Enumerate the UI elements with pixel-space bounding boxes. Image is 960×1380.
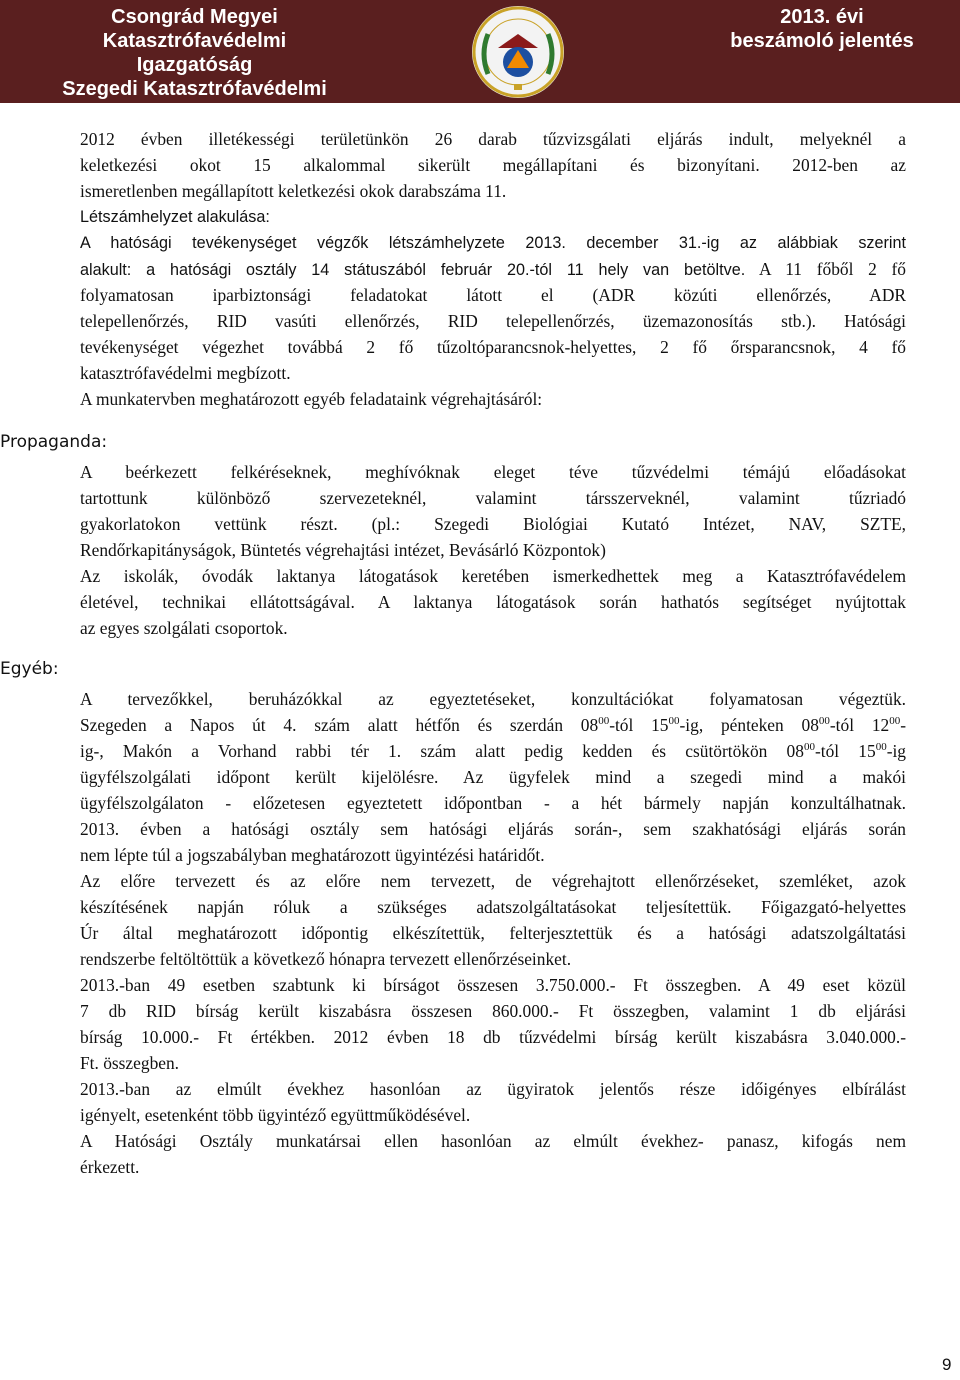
text-line: keletkezési okot 15 alkalommal sikerült megállapítani és bizonyítani. 2012-ben az — [80, 155, 906, 175]
text-line: Rendőrkapitányságok, Büntetés végrehajtási intézet, Bevásárló Központok) — [80, 540, 606, 560]
org-line: Kirendeltség — [133, 102, 256, 124]
superscript: 00 — [818, 715, 830, 727]
text-line: tevékenységet végezhet továbbá 2 fő tűzoltóparancsnok-helyettes, 2 fő őrsparancsnok, 4 fő — [80, 337, 906, 357]
text-line: ügyfélszolgálaton - előzetesen egyeztetett időpontban - a hét bármely napján konzultálhatnak. — [80, 793, 906, 813]
text-line: Ft. összegben. — [80, 1053, 180, 1073]
text-segment: Szegeden a Napos út 4. szám alatt hétfőn és szerdán 08 — [80, 715, 599, 735]
propaganda-paragraph — [80, 459, 906, 641]
text-line: tartottunk különböző szervezeteknél, valamint társszerveknél, valamint tűzriadó — [80, 488, 906, 508]
org-line: Szegedi Katasztrófavédelmi — [62, 78, 327, 100]
text-line: Az iskolák, óvodák laktanya látogatások keretében ismerkedhettek meg a Katasztrófavédelem — [80, 566, 906, 586]
text-segment: A hatósági tevékenységet végzők létszámhelyzete 2013. december 31. — [80, 234, 702, 252]
staff-heading: Létszámhelyzet alakulása: — [80, 208, 270, 226]
text-segment: A 11 főből 2 fő — [745, 259, 907, 279]
text-segment: -tól 15 — [814, 741, 876, 761]
text-line: 2012 évben illetékességi területünkön 26 darab tűzvizsgálati eljárás indult, melyeknél a — [80, 129, 906, 149]
text-line: érkezett. — [80, 1157, 140, 1177]
text-line: telepellenőrzés, RID vasúti ellenőrzés, RID telepellenőrzés, üzemazonosítás stb.). Hatósági — [80, 311, 906, 331]
text-line: Az előre tervezett és az előre nem tervezett, de végrehajtott ellenőrzéseket, szemléket, azok — [80, 871, 906, 891]
text-line: A Hatósági Osztály munkatársai ellen hasonlóan az elmúlt évekhez- panasz, kifogás nem — [80, 1131, 906, 1151]
office-hours-line — [80, 712, 906, 738]
text-line: A beérkezett felkéréseknek, meghívóknak eleget téve tűzvédelmi témájú előadásokat — [80, 462, 906, 482]
disaster-management-emblem-icon — [470, 4, 566, 100]
text-line: ismeretlenben megállapított keletkezési okok darabszáma 11. — [80, 181, 507, 201]
text-segment: alakult: a hatósági osztály 14 státuszából február 20.-tól 11 hely van betöltve. — [80, 261, 746, 279]
superscript: 00 — [875, 741, 887, 753]
text-line: 2013. évben a hatósági osztály sem hatósági eljárás során-, sem szakhatósági eljárás során — [80, 819, 906, 839]
superscript: 00 — [889, 715, 901, 727]
text-line — [80, 256, 906, 282]
text-line: nem lépte túl a jogszabályban meghatározott ügyintézési határidőt. — [80, 845, 545, 865]
text-line: Úr által meghatározott időpontig elkészítettük, felterjesztettük és a hatósági adatszolgáltatási — [80, 923, 906, 943]
text-segment: -tól 12 — [829, 715, 890, 735]
report-title — [722, 5, 922, 53]
text-line: életével, technikai ellátottságával. A laktanya látogatások során hathatós segítséget nyújtottak — [80, 592, 906, 612]
text-line: készítésének napján róluk a szükséges adatszolgáltatásokat teljesítettük. Főigazgató-helyettes — [80, 897, 906, 917]
superscript: 00 — [668, 715, 680, 727]
report-year: 2013. évi — [780, 6, 864, 28]
other-paragraph — [80, 686, 906, 1180]
org-line: Igazgatóság — [136, 54, 253, 76]
text-line: 7 db RID bírság került kiszabásra összesen 860.000.- Ft összegben, valamint 1 db eljárási — [80, 1001, 906, 1021]
fire-investigation-paragraph — [80, 126, 906, 412]
text-line: igényelt, esetenként több ügyintéző együttműködésével. — [80, 1105, 471, 1125]
workplan-line: A munkatervben meghatározott egyéb feladataink végrehajtásáról: — [80, 389, 543, 409]
report-subtitle: beszámoló jelentés — [730, 30, 914, 52]
text-line: 2013.-ban 49 esetben szabtunk ki bírságot összesen 3.750.000.- Ft összegben. A 49 eset közül — [80, 975, 906, 995]
propaganda-heading: Propaganda: — [0, 432, 108, 452]
text-line: az egyes szolgálati csoportok. — [80, 618, 288, 638]
other-heading: Egyéb: — [0, 659, 59, 679]
text-segment: -ig az alábbiak szerint — [701, 234, 906, 252]
text-line: folyamatosan iparbiztonsági feladatokat látott el (ADR közúti ellenőrzés, ADR — [80, 285, 906, 305]
organization-name — [22, 5, 367, 125]
text-line: A tervezőkkel, beruházókkal az egyeztetéseket, konzultációkat folyamatosan végeztük. — [80, 689, 906, 709]
page-number: 9 — [942, 1355, 952, 1374]
office-hours-line — [80, 738, 906, 764]
text-line — [80, 230, 906, 256]
text-line: gyakorlatokon vettünk részt. (pl.: Szegedi Biológiai Kutató Intézet, NAV, SZTE, — [80, 514, 906, 534]
superscript: 00 — [598, 715, 610, 727]
org-line: Csongrád Megyei Katasztrófavédelmi — [102, 6, 287, 52]
text-segment: ig-, Makón a Vorhand rabbi tér 1. szám alatt pedig kedden és csütörtökön 08 — [80, 741, 804, 761]
text-segment: - — [900, 715, 907, 735]
text-segment: -ig — [886, 741, 907, 761]
text-segment: -ig, pénteken 08 — [679, 715, 819, 735]
text-line: ügyfélszolgálati időpont került kijelölésre. Az ügyfelek mind a szegedi mind a makói — [80, 767, 906, 787]
text-segment: -tól 15 — [609, 715, 669, 735]
text-line: bírság 10.000.- Ft értékben. 2012 évben 18 db tűzvédelmi bírság került kiszabásra 3.040.000.- — [80, 1027, 906, 1047]
page-header-banner — [0, 0, 960, 124]
superscript: 00 — [803, 741, 815, 753]
text-line: katasztrófavédelmi megbízott. — [80, 363, 291, 383]
text-line: rendszerbe feltöltöttük a következő hónapra tervezett ellenőrzéseinket. — [80, 949, 572, 969]
text-line: 2013.-ban az elmúlt évekhez hasonlóan az ügyiratok jelentős része időigényes elbírálást — [80, 1079, 906, 1099]
